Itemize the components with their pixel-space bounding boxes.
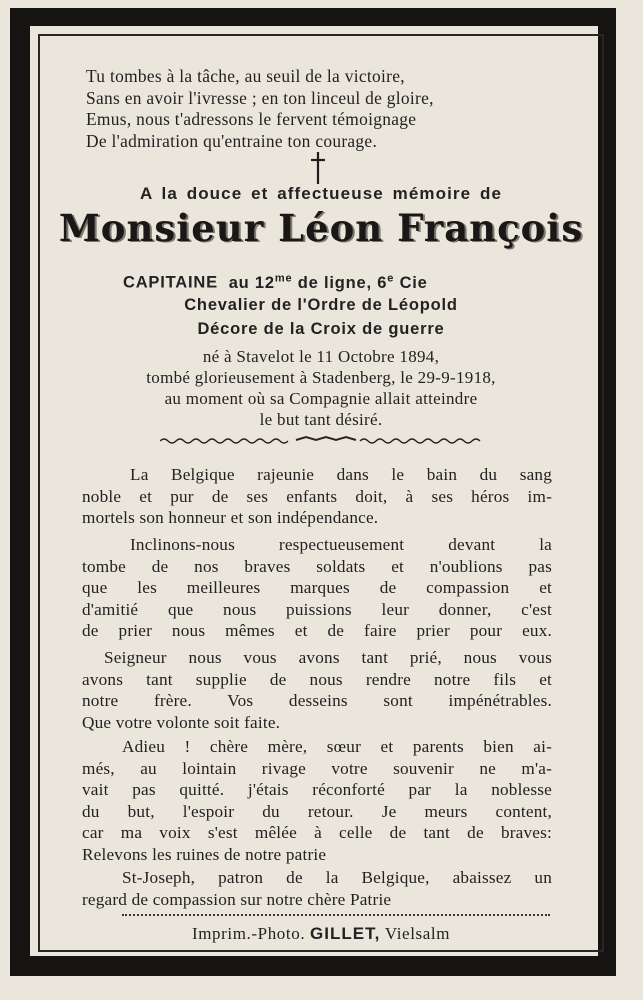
paragraph-st-joseph xyxy=(82,867,552,910)
rank-title: CAPITAINE xyxy=(123,273,218,292)
paragraph-line: Inclinons-nous respectueusement devant la xyxy=(130,535,552,554)
poem-line: Tu tombes à la tâche, au seuil de la victoire, xyxy=(86,66,405,86)
bio-line: né à Stavelot le 11 Octobre 1894, xyxy=(202,347,440,366)
paragraph-inclinons xyxy=(82,534,552,642)
bio-line: tombé glorieusement à Stadenberg, le 29-9-1918, xyxy=(146,368,496,387)
opening-poem xyxy=(86,66,566,152)
paragraph-line: més, au lointain rivage votre souvenir ne m'a- xyxy=(82,758,552,778)
paragraph-line: Adieu ! chère mère, sœur et parents bien ai- xyxy=(122,737,552,756)
cross-icon xyxy=(306,150,330,186)
bio-line: au moment où sa Compagnie allait atteindre xyxy=(164,389,478,408)
bio-line: le but tant désiré. xyxy=(259,410,383,429)
poem-line: De l'admiration qu'entraine ton courage. xyxy=(86,130,378,151)
paragraph-line: regard de compassion sur notre chère Patrie xyxy=(82,889,392,909)
paragraph-line: avons tant supplie de nous rendre notre fils et xyxy=(82,669,552,689)
paragraph-line: St-Joseph, patron de la Belgique, abaissez un xyxy=(122,868,552,887)
rank-text: au $12^{me}$ de ligne, 6e Cie xyxy=(228,272,428,292)
paragraph-line: Que votre volonte soit faite. xyxy=(82,712,281,732)
paragraph-line: mortels son honneur et son indépendance. xyxy=(82,508,379,528)
dotted-divider xyxy=(122,914,550,916)
paragraph-line: car ma voix s'est mêlée à celle de tant de braves: xyxy=(82,823,552,843)
paragraph-line: La Belgique rajeunie dans le bain du sang xyxy=(130,465,552,484)
printer-prefix: Imprim.-Photo. xyxy=(191,924,306,943)
paragraph-line: du but, l'espoir du retour. Je meurs content, xyxy=(82,801,552,821)
paragraph-line: noble et pur de ses enfants doit, à ses héros im- xyxy=(82,486,552,506)
biography xyxy=(40,346,602,430)
poem-line: Sans en avoir l'ivresse ; en ton linceul de gloire, xyxy=(86,87,434,108)
printer-imprint xyxy=(40,924,602,944)
paragraph-adieu xyxy=(82,736,552,866)
paragraph-line: tombe de nos braves soldats et n'oublions pas xyxy=(82,556,552,576)
paragraph-belgique xyxy=(82,464,552,529)
printer-name: GILLET, xyxy=(310,924,381,943)
paragraph-line: de prier nous mêmes et de faire prier pour eux. xyxy=(82,621,552,641)
deceased-name: Monsieur Léon François xyxy=(58,206,584,250)
paragraph-line: vait pas quitté. j'étais réconforté par la noblesse xyxy=(82,780,552,800)
military-rank xyxy=(123,272,428,293)
paragraph-seigneur xyxy=(82,647,552,733)
paragraph-line: Seigneur nous vous avons tant prié, nous vous xyxy=(104,648,552,667)
paragraph-line: que les meilleures marques de compassion et xyxy=(82,578,552,598)
paragraph-line: Relevons les ruines de notre patrie xyxy=(82,844,327,864)
printer-town: Vielsalm xyxy=(384,924,451,943)
honor-order-leopold: Chevalier de l'Ordre de Léopold xyxy=(184,296,458,314)
honor-croix-de-guerre: Décore de la Croix de guerre xyxy=(197,320,445,338)
dedication-line: A la douce et affectueuse mémoire de xyxy=(139,184,503,203)
ornament-divider xyxy=(160,434,482,446)
paragraph-line: notre frère. Vos desseins sont impénétrables. xyxy=(82,691,552,711)
paragraph-line: d'amitié que nous puissions leur donner, c'est xyxy=(82,599,552,619)
poem-line: Emus, nous t'adressons le fervent témoignage xyxy=(86,109,417,129)
card-content xyxy=(40,36,602,950)
